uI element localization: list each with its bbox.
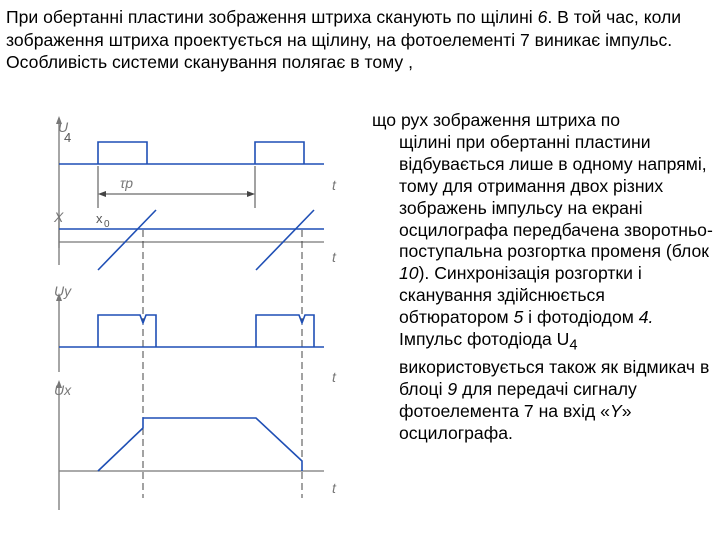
ux-axis-label: Ux <box>54 382 72 398</box>
desc-ref-4: 4. <box>638 307 654 328</box>
ux-t-label: t <box>332 480 336 496</box>
u4-pulse-1 <box>98 142 147 164</box>
intro-text-2: . В той час, коли зображення штриха проектується на щілину, на фотоелементі 7 виникає імпульс. Особливість системи сканування полягає в тому , <box>6 7 682 72</box>
desc-text-a: щілині при обертанні пластини відбувається лише в одному напрямі, тому для отримання двох різних зображень імпульсу на екрані осцилографа передбачена зворотньо-поступальна розгортка променя (блок <box>399 131 713 262</box>
uy-axis-label: Uу <box>54 283 72 299</box>
x-sweep-2 <box>256 210 314 270</box>
description-paragraph <box>372 110 717 445</box>
u4-axis-sub: 4 <box>64 130 72 145</box>
intro-text-1: При обертанні пластини зображення штриха сканують по щілині <box>6 7 538 27</box>
description-first-line: що рух зображення штриха по <box>372 110 621 130</box>
desc-text-d: Імпульс фотодіода U <box>399 329 570 350</box>
uy-t-label: t <box>332 369 336 385</box>
x-panel <box>53 209 337 270</box>
uy-panel <box>54 283 337 385</box>
intro-ref-6: 6 <box>537 7 548 27</box>
u4-axis-label: U <box>58 119 69 135</box>
x0-label: x <box>96 211 103 226</box>
tp-label: τр <box>120 175 134 191</box>
x-axis-label: X <box>54 209 64 225</box>
intro-paragraph <box>6 6 718 74</box>
desc-ref-10: 10 <box>399 263 419 284</box>
desc-ref-5: 5 <box>513 307 524 328</box>
desc-ref-9: 9 <box>447 379 458 400</box>
x0-sub: 0 <box>104 219 110 230</box>
desc-text-e: використовується також як відмикач в блоці <box>399 357 710 400</box>
desc-text-c: і фотодіодом <box>523 307 639 328</box>
ux-panel <box>54 380 337 510</box>
desc-text-f: для передачі сигналу фотоелемента 7 на вхід « <box>399 379 637 422</box>
uy-pulse-2 <box>256 315 314 347</box>
u4-pulse-2 <box>255 142 304 164</box>
ux-sweep-trapezoid <box>98 418 302 471</box>
desc-ref-Y: Y <box>609 401 622 422</box>
description-body <box>372 132 717 445</box>
desc-text-b: ). Синхронізація розгортки і сканування здійснюється обтюратором <box>399 263 642 328</box>
desc-text-g: » осцилографа. <box>399 401 632 444</box>
x-t-label: t <box>332 249 336 265</box>
uy-pulse-1 <box>98 315 156 347</box>
timing-diagram <box>40 110 360 525</box>
u4-t-label: t <box>332 177 336 193</box>
desc-sub-4: 4 <box>569 337 578 354</box>
